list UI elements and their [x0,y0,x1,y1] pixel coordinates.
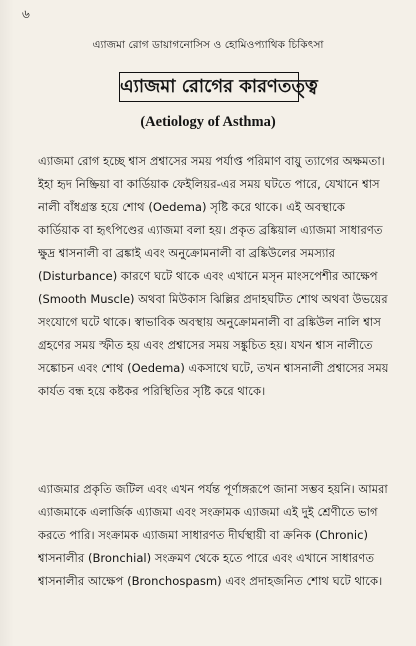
paragraph-line: ক্ষুদ্র শ্বাসনালী বা ব্রঙ্কাই এবং অনুক্রোমনালী বা ব্রঙ্কিউলের সমস্যার [38,246,335,260]
paragraph-asthma-types [38,478,388,593]
paragraph-line: ইহা হৃদ নিষ্ক্রিয়া বা কার্ডিয়াক ফেইলিয়র-এর সময় ঘটতে পারে, যেখানে শ্বাস [38,177,380,191]
paragraph-line: গ্রহণের সময় স্ফীত হয় এবং প্রশ্বাসের সময় সঙ্কুচিত হয়। যখন শ্বাস নালীতে [38,338,373,352]
chapter-subtitle: (Aetiology of Asthma) [140,114,276,130]
paragraph-aetiology-definition [38,150,388,403]
running-header: এ্যাজমা রোগ ডায়াগনোসিস ও হোমিওপ্যাথিক চিকিৎসা [92,39,324,51]
paragraph-line: কার্ডিয়াক বা হৃৎপিণ্ডের এ্যাজমা বলা হয়। প্রকৃত ব্রঙ্কিয়াল এ্যাজমা সাধারণত [38,223,383,237]
paragraph-line: এ্যাজমা রোগ হচ্ছে শ্বাস প্রশ্বাসের সময় পর্যাপ্ত পরিমাণ বায়ু ত্যাগের অক্ষমতা। [38,154,385,168]
paragraph-line: (Disturbance) কারণে ঘটে থাকে এবং এখানে মসৃন মাংসপেশীর আক্ষেপ [38,269,378,283]
paragraph-line: শ্বাসনালীর (Bronchial) সংক্রমণ থেকে হতে পারে এবং এখানে সাধারণত [38,551,375,565]
paragraph-line: নালী বাঁধগ্রস্ত হয়ে শোথ (Oedema) সৃষ্টি করে থাকে। এই অবস্থাকে [38,200,345,214]
paragraph-line: শ্বাসনালীর আক্ষেপ (Bronchospasm) এবং প্রদাহজনিত শোথ ঘটে থাকে। [38,574,383,588]
paragraph-line: কার্যত বন্ধ হয়ে কষ্টকর পরিস্থিতির সৃষ্টি করে থাকে। [38,384,266,398]
paragraph-line: সংযোগে ঘটে থাকে। স্বাভাবিক অবস্থায় অনুক্রোমনালী বা ব্রঙ্কিউল নালি শ্বাস [38,315,381,329]
paragraph-line: এ্যাজমার প্রকৃতি জটিল এবং এখন পর্যন্ত পূর্ণাঙ্গরূপে জানা সম্ভব হয়নি। আমরা [38,482,388,496]
paragraph-line: করতে পারি। সংক্রামক এ্যাজমা সাধারণত দীর্ঘস্থায়ী বা ক্রনিক (Chronic) [38,528,368,542]
paragraph-line: সঙ্কোচন এবং শোথ (Oedema) একসাথে ঘটে, তখন শ্বাসনালী প্রশ্বাসের সময় [38,361,388,375]
paragraph-line: এ্যাজমাকে এলার্জিক এ্যাজমা এবং সংক্রামক এ্যাজমা এই দুই শ্রেণীতে ভাগ [38,505,378,519]
paragraph-line: (Smooth Muscle) অথবা মিউকাস ঝিল্লির প্রদাহঘটিত শোথ অথবা উভয়ের [38,292,388,306]
chapter-title: এ্যাজমা রোগের কারণতত্ত্ব [119,72,299,102]
page-number: ৬ [22,7,30,21]
